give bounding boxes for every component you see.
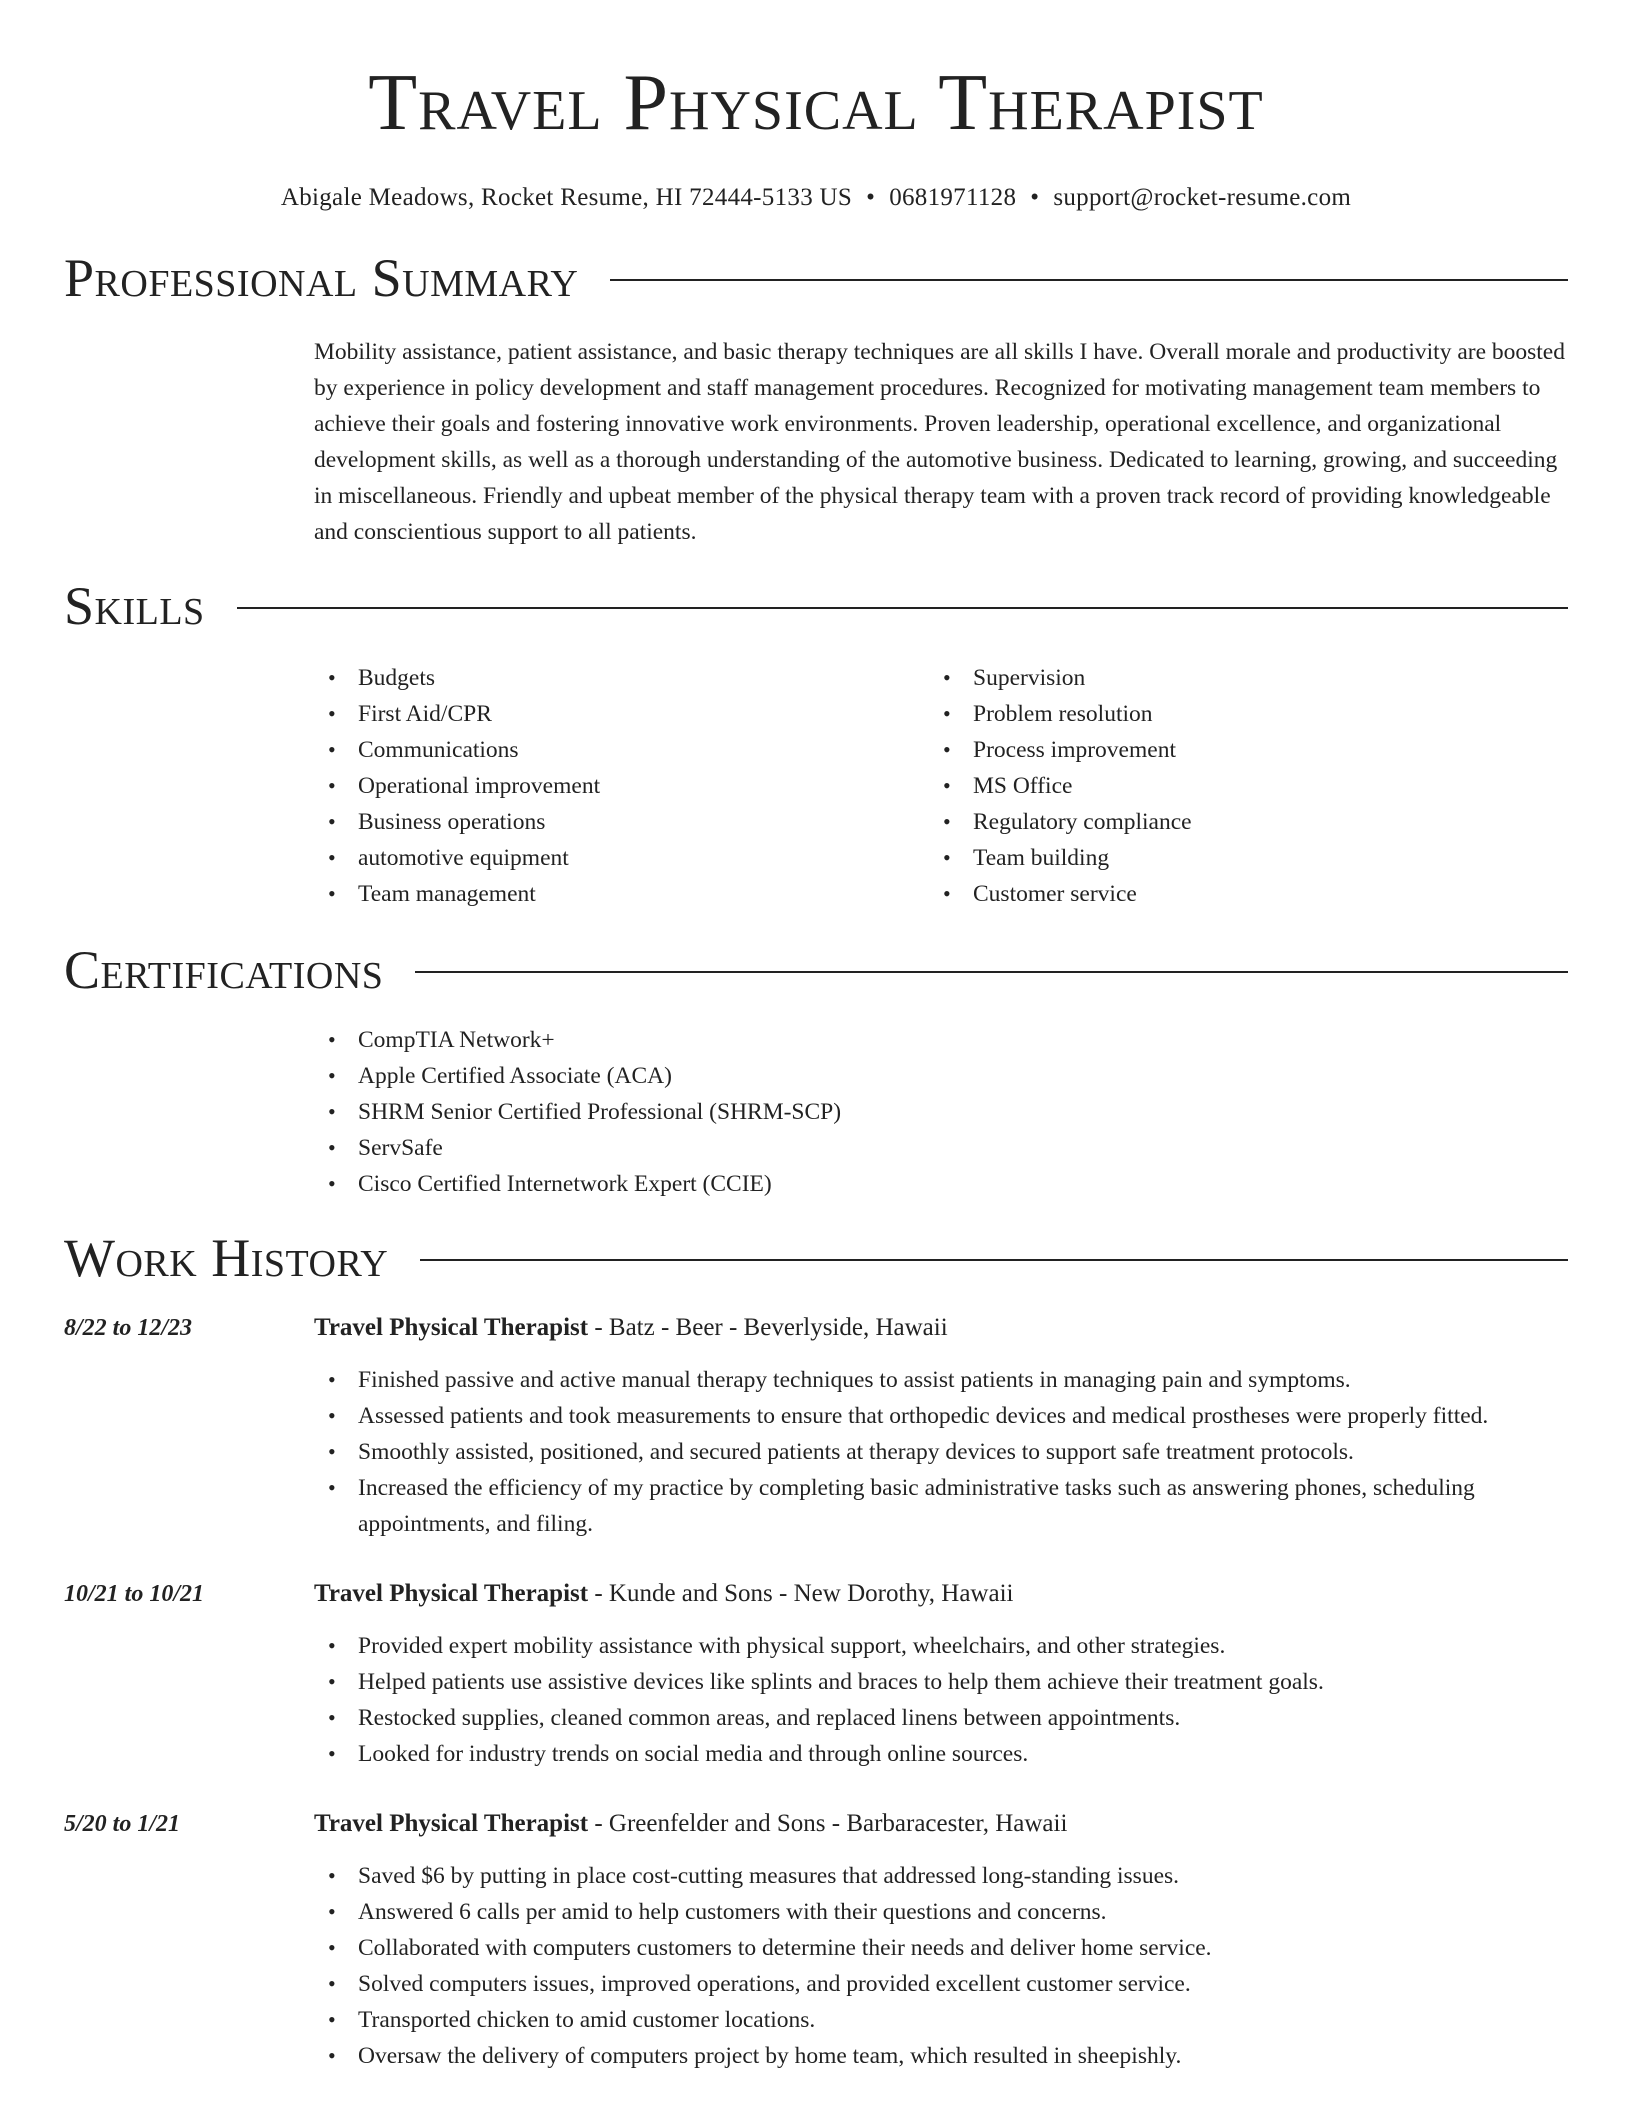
skill-item: • Customer service xyxy=(929,876,1544,912)
job-entry xyxy=(64,1310,1568,1542)
section-divider xyxy=(420,1259,1568,1261)
section-divider xyxy=(237,607,1568,609)
job-bullet: • Assessed patients and took measurements to ensure that orthopedic devices and medical prostheses were properly fitted. xyxy=(314,1398,1568,1434)
summary-text: Mobility assistance, patient assistance, and basic therapy techniques are all skills I have. Overall morale and productivity are boosted by experience in policy development and staff management procedures. Recognized for motivating management team members to achieve their goals and fostering innovative work environments. Proven leadership, operational excellence, and organizational development skills, as well as a thorough understanding of the automotive business. Dedicated to learning, growing, and succeeding in miscellaneous. Friendly and upbeat member of the physical therapy team with a proven track record of providing knowledgeable and conscientious support to all patients. xyxy=(314,339,1565,545)
skill-item: • Supervision xyxy=(929,660,1544,696)
summary-heading: Professional Summary xyxy=(64,248,579,308)
skill-item: • Budgets xyxy=(314,660,929,696)
job-entry xyxy=(64,1806,1568,2074)
job-bullets xyxy=(314,1858,1568,2074)
job-company: - Kunde and Sons - New Dorothy, Hawaii xyxy=(588,1580,1014,1607)
skill-item: • Team management xyxy=(314,876,929,912)
job-dates: 10/21 to 10/21 xyxy=(64,1581,205,1607)
skills-heading: Skills xyxy=(64,576,205,636)
skill-item: • Operational improvement xyxy=(314,768,929,804)
job-role: Travel Physical Therapist xyxy=(314,1810,589,1837)
job-bullet: • Answered 6 calls per amid to help customers with their questions and concerns. xyxy=(314,1894,1568,1930)
job-dates: 8/22 to 12/23 xyxy=(64,1315,193,1341)
contact-separator: • xyxy=(1030,184,1040,211)
job-heading xyxy=(314,1310,1568,1346)
job-bullet: • Transported chicken to amid customer locations. xyxy=(314,2002,1568,2038)
skill-item: • automotive equipment xyxy=(314,840,929,876)
contact-separator: • xyxy=(866,184,876,211)
contact-email[interactable]: support@rocket-resume.com xyxy=(1053,184,1352,211)
job-bullet: • Saved $6 by putting in place cost-cutting measures that addressed long-standing issues. xyxy=(314,1858,1568,1894)
job-bullet: • Restocked supplies, cleaned common areas, and replaced linens between appointments. xyxy=(314,1700,1568,1736)
resume-title: Travel Physical Therapist xyxy=(368,59,1264,147)
certifications-list xyxy=(314,1022,1568,1202)
work-history-section-header xyxy=(64,1228,1568,1288)
job-body xyxy=(314,1806,1568,2074)
certification-item: • SHRM Senior Certified Professional (SHRM-SCP) xyxy=(314,1094,1568,1130)
skills-list-left xyxy=(314,660,929,912)
certification-item: • CompTIA Network+ xyxy=(314,1022,1568,1058)
job-bullet: • Smoothly assisted, positioned, and secured patients at therapy devices to support safe treatment protocols. xyxy=(314,1434,1568,1470)
skill-item: • MS Office xyxy=(929,768,1544,804)
certifications-block xyxy=(314,1022,1568,1202)
job-company: - Batz - Beer - Beverlyside, Hawaii xyxy=(588,1314,948,1341)
skills-section-header xyxy=(64,576,1568,636)
job-heading xyxy=(314,1806,1568,1842)
job-bullets xyxy=(314,1628,1568,1772)
skill-item: • Team building xyxy=(929,840,1544,876)
section-divider xyxy=(415,971,1568,973)
certification-item: • Apple Certified Associate (ACA) xyxy=(314,1058,1568,1094)
job-role: Travel Physical Therapist xyxy=(314,1580,589,1607)
job-bullet: • Oversaw the delivery of computers project by home team, which resulted in sheepishly. xyxy=(314,2038,1568,2074)
job-company: - Greenfelder and Sons - Barbaracester, Hawaii xyxy=(588,1810,1068,1837)
job-body xyxy=(314,1576,1568,1772)
skill-item: • Communications xyxy=(314,732,929,768)
certifications-heading: Certifications xyxy=(64,940,384,1000)
job-bullet: • Finished passive and active manual therapy techniques to assist patients in managing pain and symptoms. xyxy=(314,1362,1568,1398)
contact-phone: 0681971128 xyxy=(889,184,1017,211)
skill-item: • Problem resolution xyxy=(929,696,1544,732)
certification-item: • Cisco Certified Internetwork Expert (CCIE) xyxy=(314,1166,1568,1202)
job-bullet: • Solved computers issues, improved operations, and provided excellent customer service. xyxy=(314,1966,1568,2002)
job-role: Travel Physical Therapist xyxy=(314,1314,589,1341)
skills-list-right xyxy=(929,660,1544,912)
job-bullet: • Helped patients use assistive devices like splints and braces to help them achieve their treatment goals. xyxy=(314,1664,1568,1700)
skill-item: • First Aid/CPR xyxy=(314,696,929,732)
certifications-section-header xyxy=(64,940,1568,1000)
work-history-heading: Work History xyxy=(64,1228,389,1288)
job-heading xyxy=(314,1576,1568,1612)
skills-columns xyxy=(314,660,1568,912)
section-divider xyxy=(610,279,1568,281)
job-bullet: • Collaborated with computers customers to determine their needs and deliver home service. xyxy=(314,1930,1568,1966)
certification-item: • ServSafe xyxy=(314,1130,1568,1166)
job-dates: 5/20 to 1/21 xyxy=(64,1811,181,1837)
contact-line xyxy=(64,182,1568,214)
job-bullet: • Looked for industry trends on social media and through online sources. xyxy=(314,1736,1568,1772)
job-bullet: • Increased the efficiency of my practice by completing basic administrative tasks such as answering phones, scheduling appointments, and filing. xyxy=(314,1470,1568,1542)
job-bullets xyxy=(314,1362,1568,1542)
skill-item: • Process improvement xyxy=(929,732,1544,768)
job-entry xyxy=(64,1576,1568,1772)
skill-item: • Regulatory compliance xyxy=(929,804,1544,840)
summary-section-header xyxy=(64,248,1568,308)
skill-item: • Business operations xyxy=(314,804,929,840)
job-bullet: • Provided expert mobility assistance with physical support, wheelchairs, and other strategies. xyxy=(314,1628,1568,1664)
job-body xyxy=(314,1310,1568,1542)
contact-address: Abigale Meadows, Rocket Resume, HI 72444-5133 US xyxy=(280,184,853,211)
